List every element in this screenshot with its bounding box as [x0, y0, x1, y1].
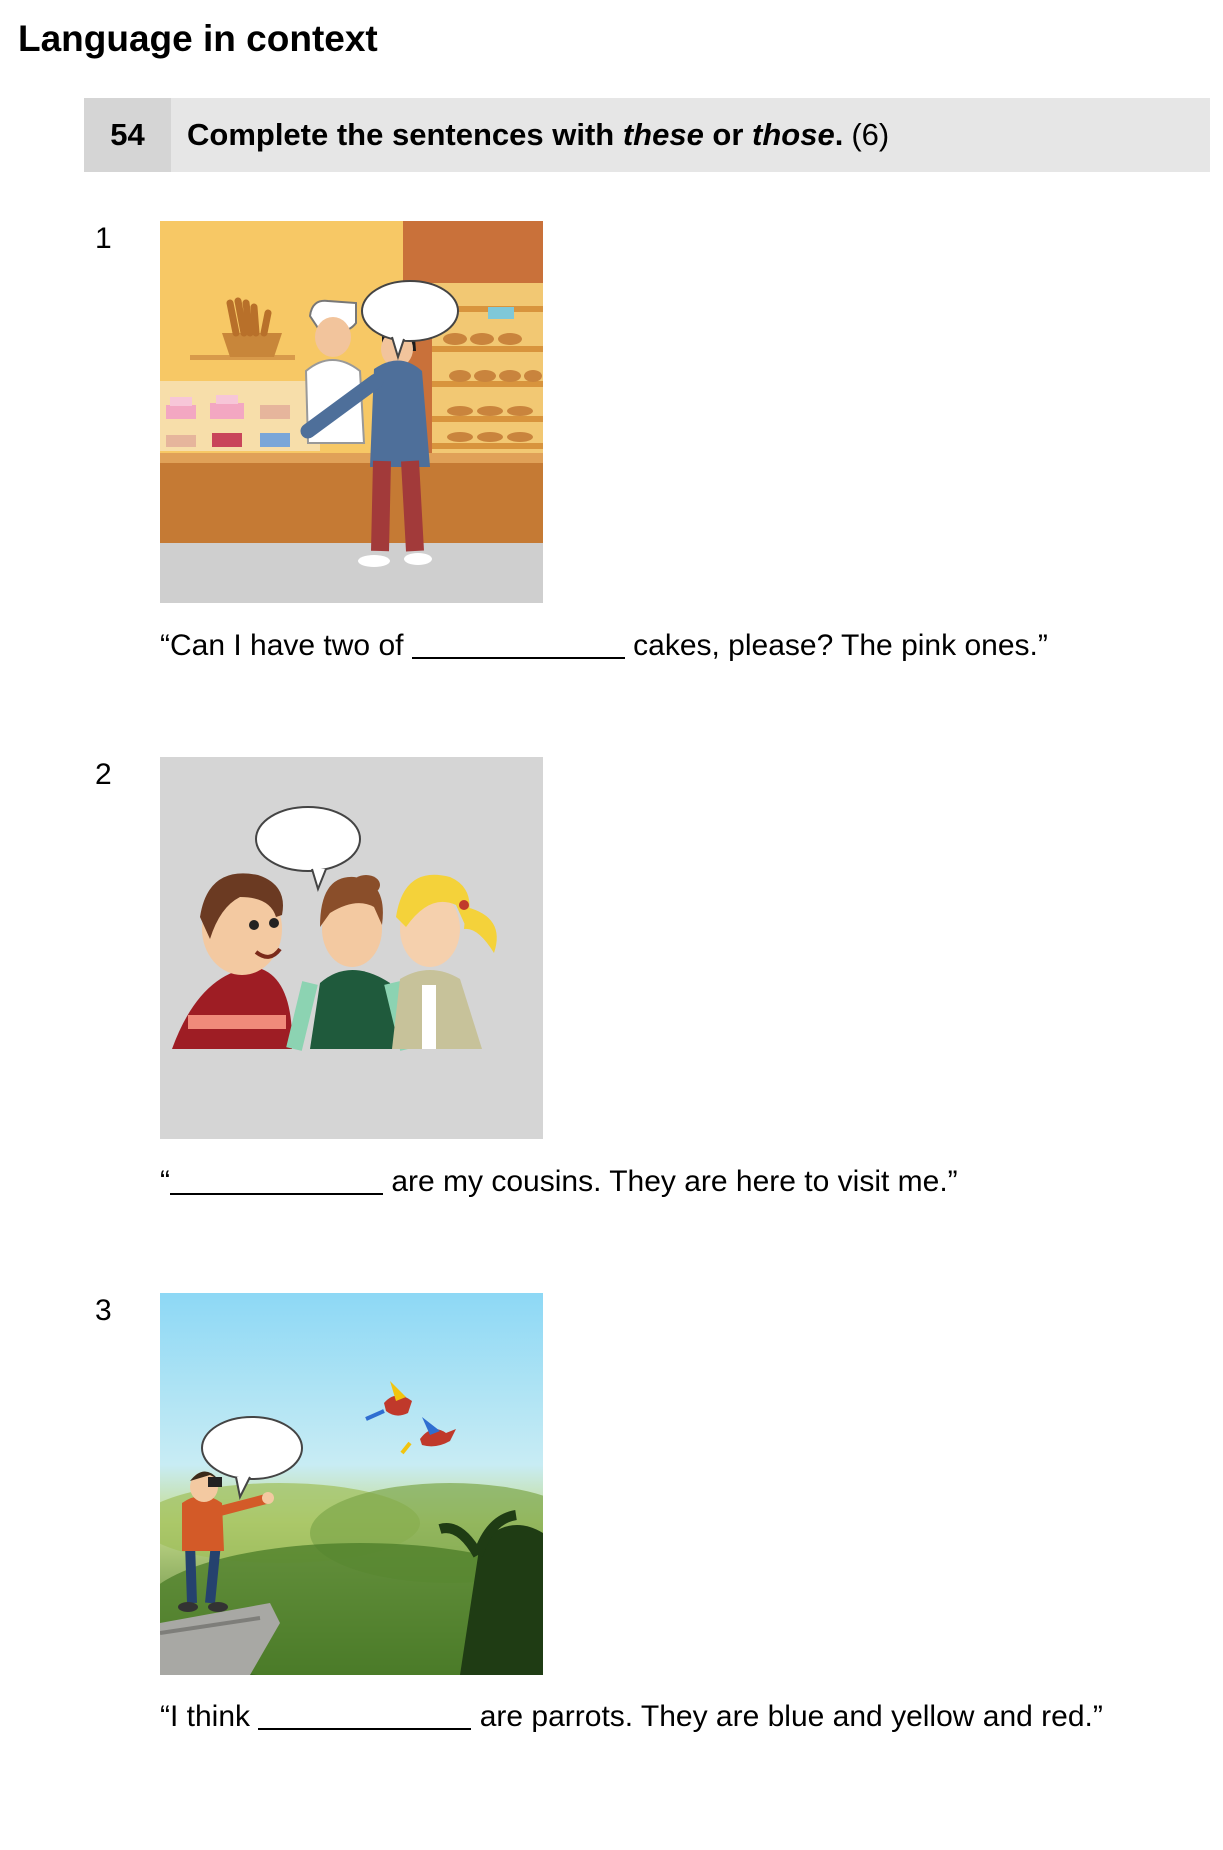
- sentence-2-after: are my cousins. They are here to visit me.”: [383, 1165, 958, 1198]
- instruction-connector: or: [703, 117, 753, 152]
- sentence-2-before: “: [160, 1165, 170, 1198]
- bakery-illustration: [160, 221, 543, 603]
- sentence-1-after: cakes, please? The pink ones.”: [624, 629, 1048, 662]
- sentence-1-before: “Can I have two of: [160, 629, 412, 662]
- sentence-1: [160, 627, 1048, 663]
- exercise-instruction: [187, 98, 889, 172]
- item-number-3: 3: [95, 1294, 112, 1327]
- item-number-1: 1: [95, 222, 112, 255]
- exercise-instruction-bar: [84, 98, 1210, 172]
- instruction-end: .: [834, 117, 844, 152]
- exercise-number: 54: [84, 98, 171, 172]
- answer-blank-3[interactable]: [258, 1698, 471, 1730]
- parrots-illustration: [160, 1293, 543, 1675]
- section-title: Language in context: [18, 18, 378, 59]
- sentence-3-after: are parrots. They are blue and yellow and red.”: [471, 1700, 1103, 1733]
- sentence-3: [160, 1698, 1103, 1734]
- item-number-2: 2: [95, 758, 112, 791]
- instruction-word-these: these: [622, 117, 704, 152]
- instruction-word-those: those: [752, 117, 835, 152]
- sentence-3-before: “I think: [160, 1700, 259, 1733]
- exercise-marks: (6): [851, 117, 890, 152]
- cousins-illustration: [160, 757, 543, 1139]
- answer-blank-1[interactable]: [412, 627, 625, 659]
- answer-blank-2[interactable]: [170, 1163, 383, 1195]
- sentence-2: [160, 1163, 958, 1199]
- instruction-start: Complete the sentences with: [187, 117, 623, 152]
